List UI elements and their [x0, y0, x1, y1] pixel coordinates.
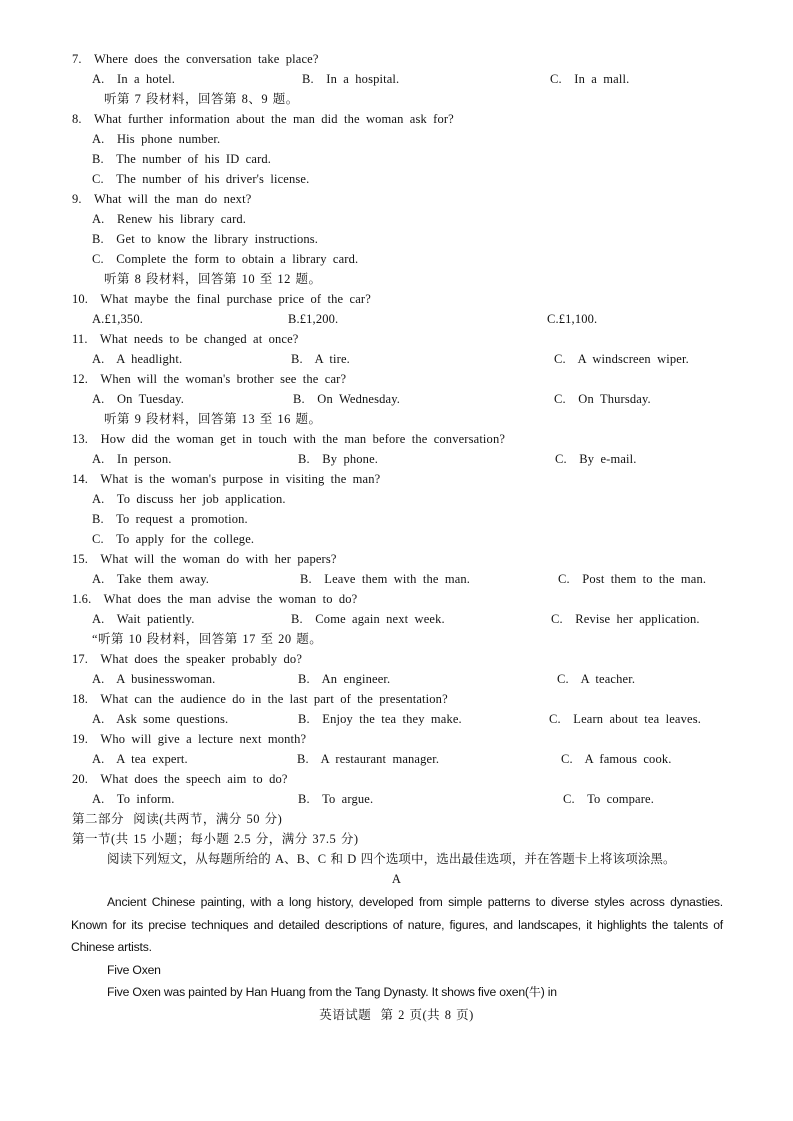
question-19-stem: 19. Who will give a lecture next month?	[72, 732, 307, 746]
question-19-option-c: C. A famous cook.	[561, 752, 672, 766]
question-15-option-b: B. Leave them with the man.	[300, 572, 471, 586]
question-18-option-c: C. Learn about tea leaves.	[549, 712, 701, 726]
question-12-option-c: C. On Thursday.	[554, 392, 651, 406]
question-8-option-c: C. The number of his driver's license.	[92, 172, 310, 186]
section-1-heading: 第一节(共 15 小题；每小题 2.5 分，满分 37.5 分)	[72, 832, 359, 846]
question-20-option-a: A. To inform.	[92, 792, 175, 806]
question-14-stem: 14. What is the woman's purpose in visiting the man?	[72, 472, 381, 486]
question-9-option-b: B. Get to know the library instructions.	[92, 232, 319, 246]
question-17-option-b: B. An engineer.	[298, 672, 391, 686]
passage-label-a: A	[391, 872, 402, 886]
question-10-option-a: A.£1,350.	[92, 312, 144, 326]
question-9-option-a: A. Renew his library card.	[92, 212, 247, 226]
section-note-10: “听第 10 段材料，回答第 17 至 20 题。	[92, 632, 323, 646]
question-18-stem: 18. What can the audience do in the last part of the presentation?	[72, 692, 448, 706]
question-17-stem: 17. What does the speaker probably do?	[72, 652, 303, 666]
question-12-option-b: B. On Wednesday.	[293, 392, 401, 406]
question-10-stem: 10. What maybe the final purchase price of the car?	[72, 292, 371, 306]
question-18-option-b: B. Enjoy the tea they make.	[298, 712, 462, 726]
question-13-stem: 13. How did the woman get in touch with the man before the conversation?	[72, 432, 506, 446]
passage-paragraph-1: Ancient Chinese painting, with a long history, developed from simple patterns to diverse styles across dynasties. Known for its precise techniques and detailed descriptions of nature, figures, and landscapes, it highlights the talents of Chinese artists.	[71, 895, 723, 954]
question-14-option-b: B. To request a promotion.	[92, 512, 248, 526]
part-2-heading: 第二部分 阅读(共两节，满分 50 分)	[72, 812, 283, 826]
question-13-option-b: B. By phone.	[298, 452, 379, 466]
question-15-option-a: A. Take them away.	[92, 572, 210, 586]
question-20-option-b: B. To argue.	[298, 792, 374, 806]
question-15-stem: 15. What will the woman do with her papers?	[72, 552, 337, 566]
question-11-option-a: A. A headlight.	[92, 352, 183, 366]
question-16-option-a: A. Wait patiently.	[92, 612, 195, 626]
question-16-option-c: C. Revise her application.	[551, 612, 700, 626]
question-7-stem: 7. Where does the conversation take place?	[72, 52, 319, 66]
question-18-option-a: A. Ask some questions.	[92, 712, 229, 726]
question-15-option-c: C. Post them to the man.	[558, 572, 707, 586]
question-10-option-b: B.£1,200.	[288, 312, 339, 326]
question-11-option-b: B. A tire.	[291, 352, 350, 366]
passage-subtitle: Five Oxen	[107, 963, 161, 977]
section-note-9: 听第 9 段材料，回答第 13 至 16 题。	[104, 412, 322, 426]
question-16-option-b: B. Come again next week.	[291, 612, 445, 626]
question-8-stem: 8. What further information about the man did the woman ask for?	[72, 112, 454, 126]
reading-instructions: 阅读下列短文，从每题所给的 A、B、C 和 D 四个选项中，选出最佳选项，并在答题卡上将该项涂黑。	[107, 852, 676, 866]
question-7-option-a: A. In a hotel.	[92, 72, 175, 86]
question-12-option-a: A. On Tuesday.	[92, 392, 185, 406]
section-note-7: 听第 7 段材料，回答第 8、9 题。	[104, 92, 299, 106]
question-20-stem: 20. What does the speech aim to do?	[72, 772, 288, 786]
question-8-option-b: B. The number of his ID card.	[92, 152, 272, 166]
question-13-option-c: C. By e-mail.	[555, 452, 637, 466]
section-note-8: 听第 8 段材料，回答第 10 至 12 题。	[104, 272, 322, 286]
question-17-option-a: A. A businesswoman.	[92, 672, 216, 686]
question-17-option-c: C. A teacher.	[557, 672, 636, 686]
question-9-option-c: C. Complete the form to obtain a library card.	[92, 252, 359, 266]
question-11-stem: 11. What needs to be changed at once?	[72, 332, 299, 346]
question-10-option-c: C.£1,100.	[547, 312, 598, 326]
question-20-option-c: C. To compare.	[563, 792, 655, 806]
question-16-stem: 1.6. What does the man advise the woman to do?	[72, 592, 358, 606]
question-14-option-a: A. To discuss her job application.	[92, 492, 286, 506]
page-footer: 英语试题 第 2 页(共 8 页)	[319, 1008, 474, 1022]
question-7-option-b: B. In a hospital.	[302, 72, 400, 86]
question-9-stem: 9. What will the man do next?	[72, 192, 252, 206]
question-7-option-c: C. In a mall.	[550, 72, 630, 86]
question-11-option-c: C. A windscreen wiper.	[554, 352, 689, 366]
question-19-option-a: A. A tea expert.	[92, 752, 188, 766]
question-8-option-a: A. His phone number.	[92, 132, 221, 146]
question-14-option-c: C. To apply for the college.	[92, 532, 255, 546]
question-19-option-b: B. A restaurant manager.	[297, 752, 440, 766]
passage-paragraph-2: Five Oxen was painted by Han Huang from the Tang Dynasty. It shows five oxen(牛) in	[107, 985, 557, 999]
question-13-option-a: A. In person.	[92, 452, 172, 466]
question-12-stem: 12. When will the woman's brother see the car?	[72, 372, 347, 386]
